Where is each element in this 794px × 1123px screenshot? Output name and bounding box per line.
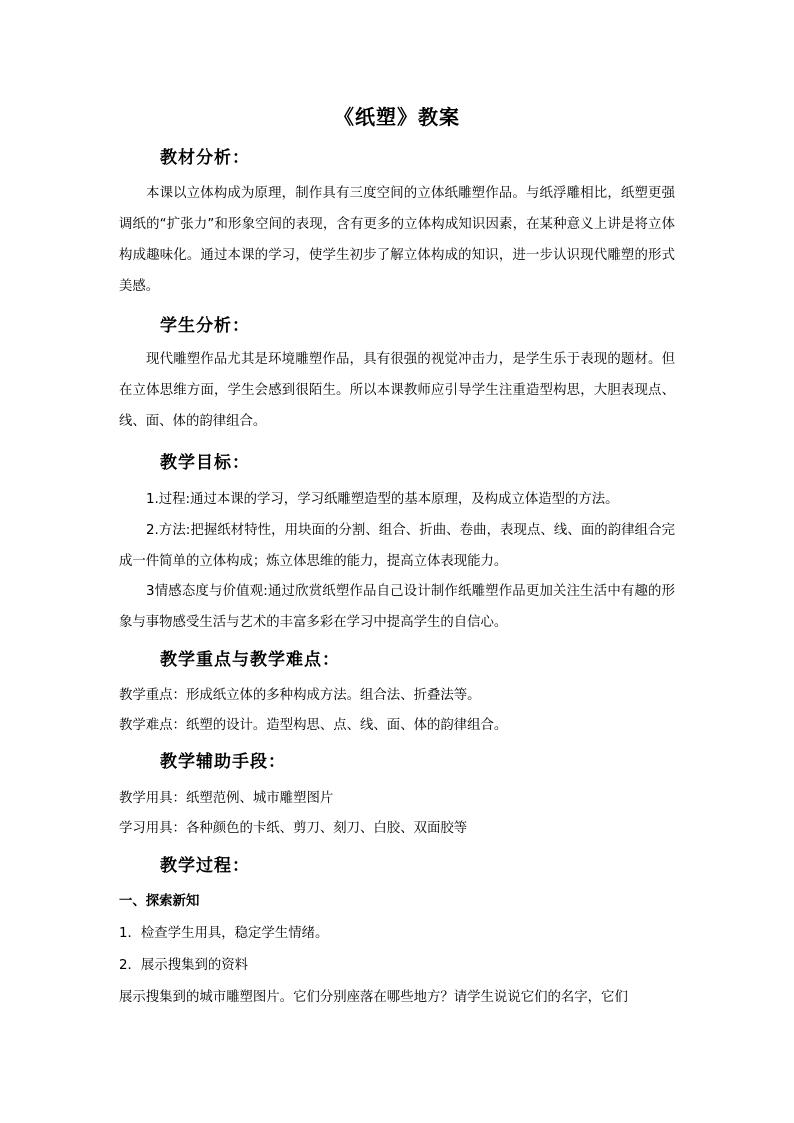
paragraph-textbook-analysis: 本课以立体构成为原理，制作具有三度空间的立体纸雕塑作品。与纸浮雕相比，纸塑更强调纸的“扩张力”和形象空间的表现，含有更多的立体构成知识因素，在某种意义上讲是将立体构成趣味化。通过本课的学习，使学生初步了解立体构成的知识，进一步认识现代雕塑的形式美感。 [119,186,675,294]
heading-key-points: 教学重点与教学难点： [160,650,340,670]
heading-student-analysis: 学生分析： [160,316,250,336]
heading-objectives: 教学目标： [160,453,250,473]
student-tools: 学习用具：各种颜色的卡纸、剪刀、刻刀、白胶、双面胶等 [119,821,468,836]
heading-process: 教学过程： [160,856,250,876]
heading-textbook-analysis: 教材分析： [160,148,250,168]
teaching-difficulty: 教学难点：纸塑的设计。造型构思、点、线、面、体的韵律组合。 [119,718,508,733]
process-step-2-text: 展示搜集到的城市雕塑图片。它们分别座落在哪些地方？请学生说说它们的名字，它们 [119,990,628,1005]
heading-aids: 教学辅助手段： [160,752,286,772]
process-step-1: 1．检查学生用具，稳定学生情绪。 [119,926,329,941]
objective-item-3: 3情感态度与价值观:通过欣赏纸塑作品自己设计制作纸雕塑作品更加关注生活中有趣的形象与事物感受生活与艺术的丰富多彩在学习中提高学生的自信心。 [119,584,675,630]
document-title: 《纸塑》教案 [334,105,460,129]
process-step-2: 2．展示搜集到的资料 [119,958,249,973]
process-part-1: 一、探索新知 [119,894,200,909]
objective-item-2: 2.方法:把握纸材特性，用块面的分割、组合、折曲、卷曲，表现点、线、面的韵律组合完成一件简单的立体构成；炼立体思维的能力，提高立体表现能力。 [119,523,675,569]
teaching-focus: 教学重点：形成纸立体的多种构成方法。组合法、折叠法等。 [119,688,481,703]
teacher-tools: 教学用具：纸塑范例、城市雕塑图片 [119,791,334,806]
paragraph-student-analysis: 现代雕塑作品尤其是环境雕塑作品，具有很强的视觉冲击力，是学生乐于表现的题材。但在立体思维方面，学生会感到很陌生。所以本课教师应引导学生注重造型构思，大胆表现点、线、面、体的韵律组合。 [119,352,675,429]
objective-item-1: 1.过程:通过本课的学习，学习纸雕塑造型的基本原理，及构成立体造型的方法。 [146,492,619,507]
